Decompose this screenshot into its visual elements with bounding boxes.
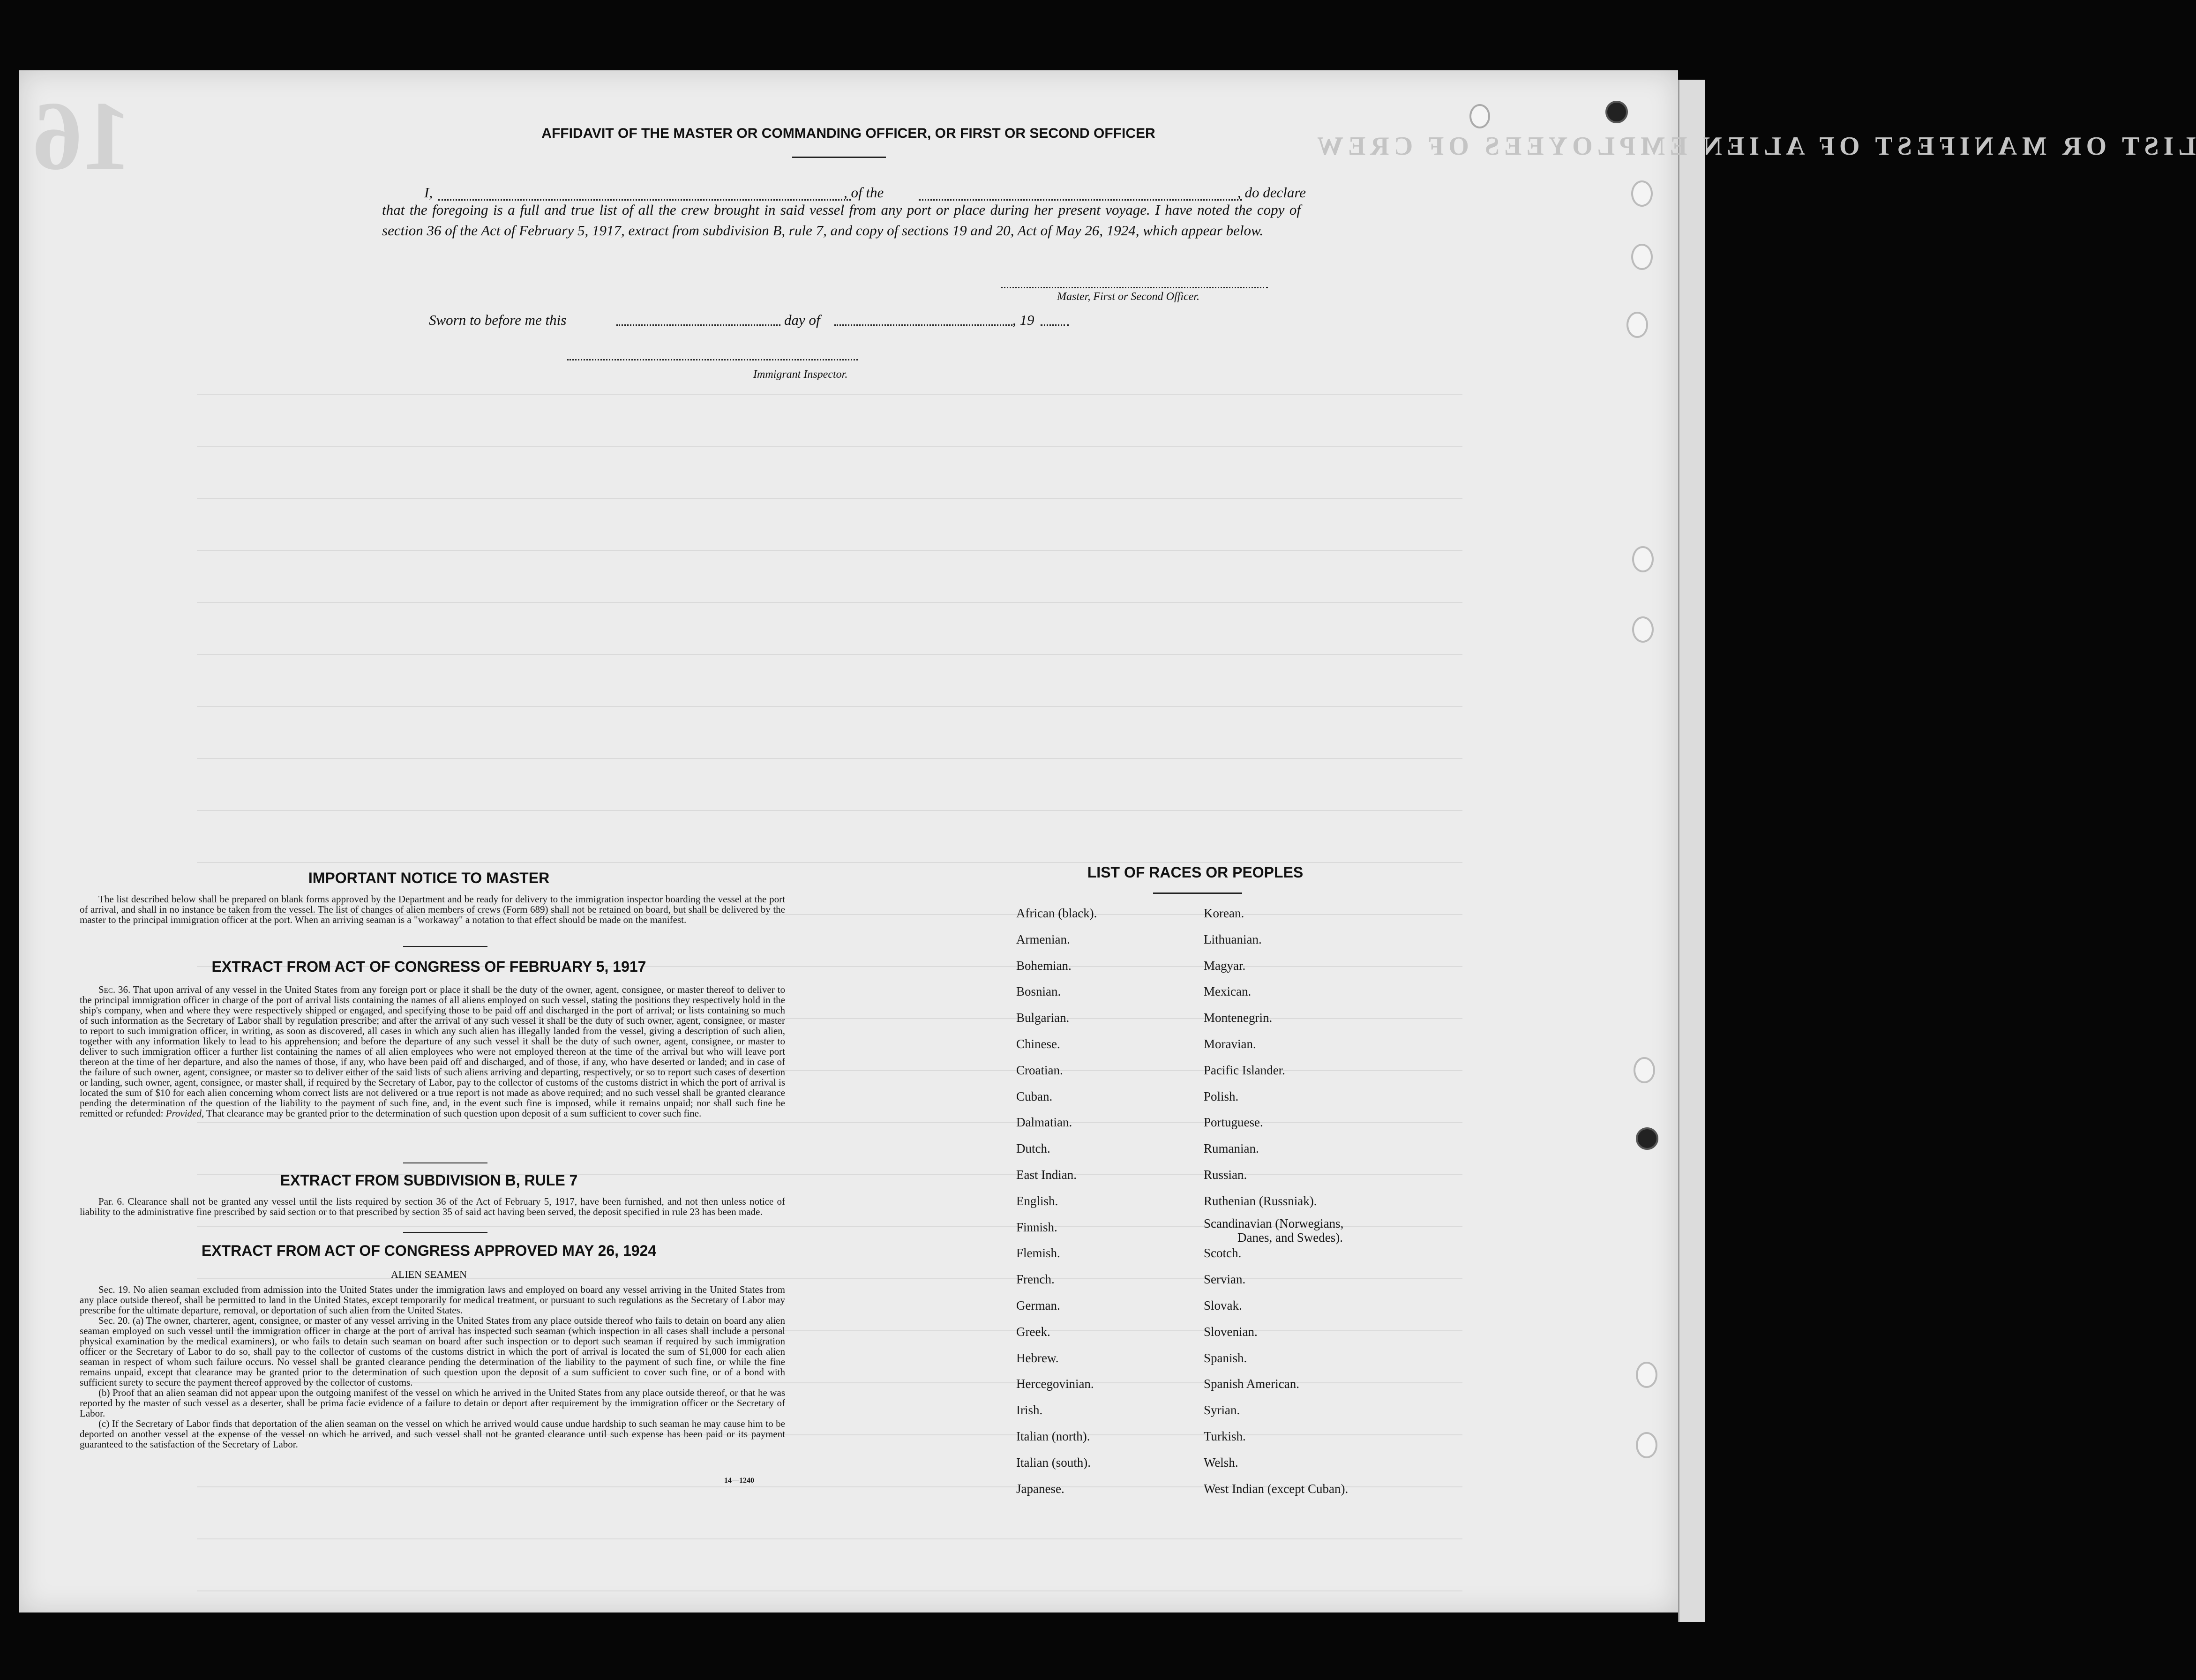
binder-hole	[1469, 104, 1490, 128]
race-item: Scandinavian (Norwegians,	[1204, 1216, 1344, 1230]
provided-word: Provided,	[165, 1108, 204, 1119]
bleed-through-row	[197, 394, 1462, 395]
race-item: Moravian.	[1204, 1037, 1256, 1051]
race-item: Hebrew.	[1016, 1350, 1059, 1365]
race-item: Hercegovinian.	[1016, 1377, 1094, 1391]
bleed-through-number: 16	[33, 82, 131, 190]
extract-1924-sec20b: (b) Proof that an alien seaman did not appear upon the outgoing manifest of the vessel on which he arrived in the United States from any place outside thereof, or that he was reported by the master of such vessel as a deserter, shall be prima facie evidence of a failure to detain or deport after requirement by the immigration officer or the Secretary of Labor.	[80, 1387, 785, 1419]
race-item: Montenegrin.	[1204, 1011, 1273, 1025]
bleed-through-row	[197, 1538, 1462, 1539]
binder-hole	[1631, 180, 1653, 207]
race-item: Korean.	[1204, 906, 1244, 920]
bleed-through-row	[197, 498, 1462, 499]
affidavit-declare: , do declare	[1237, 184, 1306, 201]
races-rule	[1153, 892, 1242, 894]
extract-1924-sec19: Sec. 19. No alien seaman excluded from admission into the United States under the immigration laws and employed on board any vessel arriving in the United States from any place outside thereof, shall be permitted to land in the United States, except temporarily for medical treatment, or pursuant to such regulations as the Secretary of Labor may prescribe for the ultimate departure, removal, or deportation of such alien from the United States.	[80, 1284, 785, 1316]
extract-1917-text-end: That clearance may be granted prior to the determination of such question upon deposit of a sum sufficient to cover such fine.	[206, 1108, 702, 1119]
day-of-label: day of	[784, 312, 820, 328]
bleed-through-row	[197, 654, 1462, 655]
races-title: LIST OF RACES OR PEOPLES	[1087, 864, 1304, 881]
race-item: Slovak.	[1204, 1298, 1242, 1312]
extract-1917-body	[80, 984, 785, 1118]
sworn-label: Sworn to before me this	[429, 312, 567, 328]
sworn-month-blank	[834, 324, 1012, 326]
extract-1924-sec20a: Sec. 20. (a) The owner, charterer, agent, consignee, or master of any vessel arriving in the United States from any place outside thereof who fails to detain on board any alien seaman employed on such vessel until the immigration officer in charge at the port of arrival has inspected such seaman (which inspection in all cases shall include a personal physical examination by the medical examiners), or who fails to detain such seaman on board after such inspection or to deport such seaman if required by such immigration officer or the Secretary of Labor to do so, shall pay to the collector of customs of the customs district in which the port of arrival is located the sum of $1,000 for each alien seaman in respect of whom such failure occurs. No vessel shall be granted clearance pending the determination of the liability to the payment of such fine, or while the fine remains unpaid, except that clearance may be granted prior to the determination of such question upon the deposit of a sum sufficient to cover such fine, or of a bond with sufficient surety to secure the payment thereof approved by the collector of customs.	[80, 1315, 785, 1388]
affidavit-title-rule	[792, 157, 886, 158]
race-item: Chinese.	[1016, 1037, 1060, 1051]
binder-hole	[1636, 1127, 1658, 1150]
race-item: Magyar.	[1204, 958, 1246, 973]
race-item: English.	[1016, 1193, 1058, 1208]
race-item: African (black).	[1016, 906, 1097, 920]
bleed-through-row	[197, 602, 1462, 603]
race-item: Bohemian.	[1016, 958, 1072, 973]
binder-hole	[1631, 244, 1653, 270]
race-item: Scotch.	[1204, 1246, 1242, 1260]
race-item: Armenian.	[1016, 932, 1070, 946]
race-item: French.	[1016, 1272, 1055, 1287]
race-item: Flemish.	[1016, 1246, 1060, 1260]
notice-paragraph: The list described below shall be prepared on blank forms approved by the Department and be ready for delivery to the immigration inspector boarding the vessel at the port of arrival, and shall in no instance be taken from the vessel. The list of changes of alien members of crews (Form 689) shall not be retained on board, but shall be delivered by the master to the principal immigration officer at the port. When an arriving seaman is a "workaway" a notation to that effect should be made on the manifest.	[80, 893, 785, 925]
year-prefix: , 19	[1012, 312, 1034, 328]
race-item: Servian.	[1204, 1272, 1246, 1287]
extract-1917-title: EXTRACT FROM ACT OF CONGRESS OF FEBRUARY 5, 1917	[211, 958, 646, 975]
race-item: Japanese.	[1016, 1481, 1064, 1496]
race-item: Cuban.	[1016, 1089, 1053, 1103]
binder-hole	[1605, 101, 1628, 123]
race-item: Spanish American.	[1204, 1377, 1299, 1391]
race-item: Italian (north).	[1016, 1429, 1090, 1443]
race-item: Italian (south).	[1016, 1455, 1091, 1470]
sworn-year-blank	[1041, 324, 1069, 326]
race-item: Bulgarian.	[1016, 1011, 1070, 1025]
binder-hole	[1626, 312, 1648, 338]
race-item: Russian.	[1204, 1168, 1247, 1182]
extract-1924-body	[80, 1284, 785, 1449]
race-item: Spanish.	[1204, 1350, 1247, 1365]
race-item: Slovenian.	[1204, 1324, 1258, 1339]
race-item: West Indian (except Cuban).	[1204, 1481, 1349, 1496]
rule7-title: EXTRACT FROM SUBDIVISION B, RULE 7	[280, 1172, 578, 1189]
notice-body	[80, 894, 785, 925]
page-edge	[1678, 80, 1705, 1622]
race-item: Bosnian.	[1016, 984, 1061, 999]
master-signature-line	[1001, 287, 1268, 288]
bleed-through-row	[197, 810, 1462, 811]
race-item: East Indian.	[1016, 1168, 1077, 1182]
notice-title: IMPORTANT NOTICE TO MASTER	[308, 870, 550, 886]
bleed-through-row	[197, 446, 1462, 447]
rule7-paragraph: Par. 6. Clearance shall not be granted any vessel until the lists required by section 36 of the Act of February 5, 1917, have been furnished, and not then unless notice of liability to the administrative fine prescribed by said section or to that prescribed by section 35 of said act having been served, the deposit specified in rule 23 has been made.	[80, 1196, 785, 1217]
race-item: Polish.	[1204, 1089, 1239, 1103]
affidavit-body: that the foregoing is a full and true list of all the crew brought in said vessel from any port or place during her present voyage. I have noted the copy of section 36 of the Act of February 5, 1917, extract from subdivision B, rule 7, and copy of sections 19 and 20, Act of May 26, 1924, which appear below.	[382, 202, 1301, 239]
bleed-through-row	[197, 706, 1462, 707]
extract-1917-text: That upon arrival of any vessel in the United States from any foreign port or place it shall be the duty of the owner, agent, consignee, or master thereof to deliver to the principal immigration officer in charge of the port of arrival lists containing the names of all aliens employed on such vessel, stating the positions they respectively hold in the ship's company, when and where they were respectively shipped or engaged, and specifying those to be paid off and discharged in the port of arrival; or lists containing so much of such information as the Secretary of Labor shall by regulation prescribe; and after the arrival of any such vessel it shall be the duty of such owner, agent, consignee, or master to report to such immigration officer, in writing, as soon as discovered, all cases in which any such alien has illegally landed from the vessel, giving a description of such alien, together with any information likely to lead to his apprehension; and before the departure of any such vessel it shall be the duty of such owner, agent, consignee, or master to deliver to such immigration officer a further list containing the names of all alien employees who were not employed thereon at the time of the arrival but who will leave port thereon at the time of her departure, and also the names of those, if any, who have been paid off and discharged, and of those, if any, who have deserted or landed; and in case of the failure of such owner, agent, consignee, or master so to deliver either of the said lists of such aliens arriving and departing, respectively, or so to report such cases of desertion or landing, such owner, agent, consignee, or master shall, if required by the Secretary of Labor, pay to the collector of customs of the customs district in which the port of arrival is located the sum of $10 for each alien concerning whom correct lists are not delivered or a true report is not made as above required; and no such vessel shall be granted clearance pending the determination of the question of the liability to the payment of such fine, and, in the event such fine is imposed, while it remains unpaid; nor shall such fine be remitted or refunded:	[80, 984, 785, 1119]
bleed-through-row	[197, 1590, 1462, 1591]
extract-1924-title: EXTRACT FROM ACT OF CONGRESS APPROVED MAY 26, 1924	[201, 1242, 657, 1259]
race-item: Welsh.	[1204, 1455, 1238, 1470]
race-item: Irish.	[1016, 1403, 1043, 1418]
race-item: Portuguese.	[1204, 1115, 1263, 1130]
race-item: Dutch.	[1016, 1141, 1050, 1156]
race-item: Turkish.	[1204, 1429, 1246, 1443]
race-item: Croatian.	[1016, 1063, 1063, 1077]
inspector-caption: Immigrant Inspector.	[753, 368, 848, 381]
scan-border-right	[1706, 0, 1756, 1680]
binder-hole	[1632, 546, 1654, 572]
bleed-through-row	[197, 1122, 1462, 1123]
binder-hole	[1636, 1432, 1657, 1458]
affidavit-title: AFFIDAVIT OF THE MASTER OR COMMANDING OFFICER, OR FIRST OR SECOND OFFICER	[541, 126, 1155, 141]
notice-rule	[403, 946, 487, 947]
race-item: Lithuanian.	[1204, 932, 1262, 946]
bleed-through-title: LIST OR MANIFEST OF ALIEN EMPLOYEES OF CREW	[1312, 132, 2196, 161]
affidavit-i: I,	[424, 184, 433, 201]
form-number: 14—1240	[724, 1477, 754, 1485]
race-item: Finnish.	[1016, 1220, 1057, 1234]
affidavit-of-the: , of the	[844, 184, 884, 201]
race-item: Syrian.	[1204, 1403, 1240, 1418]
sworn-day-blank	[616, 324, 780, 326]
race-item: Mexican.	[1204, 984, 1252, 999]
extract-1924-subtitle: ALIEN SEAMEN	[391, 1268, 467, 1280]
race-item: Greek.	[1016, 1324, 1050, 1339]
race-item: Dalmatian.	[1016, 1115, 1072, 1130]
race-item: Pacific Islander.	[1204, 1063, 1285, 1077]
extract-1924-sec20c: (c) If the Secretary of Labor finds that deportation of the alien seaman on the vessel on which he arrived would cause undue hardship to such seaman he may cause him to be deported on another vessel at the expense of the vessel on which he arrived, and such vessel shall not be granted clearance until such expense has been paid or its payment guaranteed to the satisfaction of the Secretary of Labor.	[80, 1418, 785, 1450]
inspector-signature-line	[567, 359, 858, 360]
bleed-through-row	[197, 758, 1462, 759]
race-item: Rumanian.	[1204, 1141, 1259, 1156]
section-label: Sec. 36.	[98, 984, 131, 995]
binder-hole	[1636, 1362, 1657, 1388]
master-caption: Master, First or Second Officer.	[1057, 291, 1199, 303]
rule7-body	[80, 1196, 785, 1217]
bleed-through-row	[197, 550, 1462, 551]
bleed-through-row	[197, 862, 1462, 863]
race-item: Ruthenian (Russniak).	[1204, 1193, 1317, 1208]
binder-hole	[1632, 616, 1654, 643]
rule7-rule	[403, 1232, 487, 1233]
extract-1917-paragraph	[80, 984, 785, 1118]
race-item-continuation: Danes, and Swedes).	[1237, 1230, 1343, 1245]
binder-hole	[1634, 1057, 1655, 1083]
extract-1917-rule	[403, 1162, 487, 1163]
race-item: German.	[1016, 1298, 1060, 1312]
